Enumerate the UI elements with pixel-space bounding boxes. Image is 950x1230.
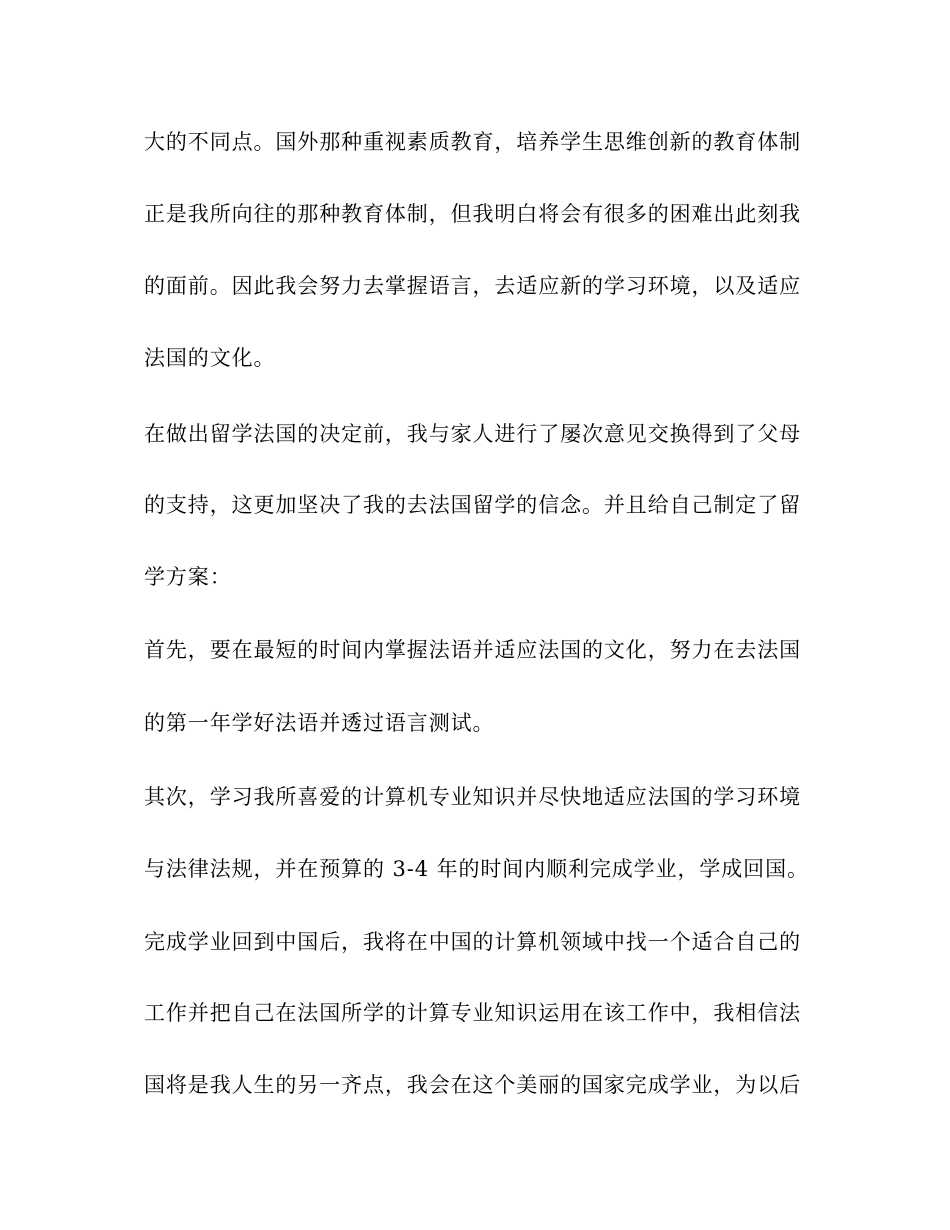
text-line: 完成学业回到中国后，我将在中国的计算机领域中找一个适合自己的	[144, 930, 801, 954]
text-line: 与法律法规，并在预算的 3-4 年的时间内顺利完成学业，学成回国。	[144, 857, 809, 881]
text-line: 工作并把自己在法国所学的计算专业知识运用在该工作中，我相信法	[144, 1001, 801, 1025]
text-line: 国将是我人生的另一齐点，我会在这个美丽的国家完成学业，为以后	[144, 1073, 801, 1097]
text-line: 其次，学习我所喜爱的计算机专业知识并尽快地适应法国的学习环境	[144, 785, 801, 809]
text-line: 的第一年学好法语并透过语言测试。	[144, 711, 495, 735]
text-line: 的支持，这更加坚决了我的去法国留学的信念。并且给自己制定了留	[144, 493, 801, 517]
text-line: 学方案：	[144, 565, 232, 589]
text-line: 大的不同点。国外那种重视素质教育，培养学生思维创新的教育体制	[144, 130, 801, 154]
text-line: 首先，要在最短的时间内掌握法语并适应法国的文化，努力在去法国	[144, 638, 801, 662]
text-line: 的面前。因此我会努力去掌握语言，去适应新的学习环境，以及适应	[144, 274, 801, 298]
text-line: 法国的文化。	[144, 346, 276, 370]
text-line: 正是我所向往的那种教育体制，但我明白将会有很多的困难出此刻我	[144, 202, 801, 226]
text-line: 在做出留学法国的决定前，我与家人进行了屡次意见交换得到了父母	[144, 422, 801, 446]
